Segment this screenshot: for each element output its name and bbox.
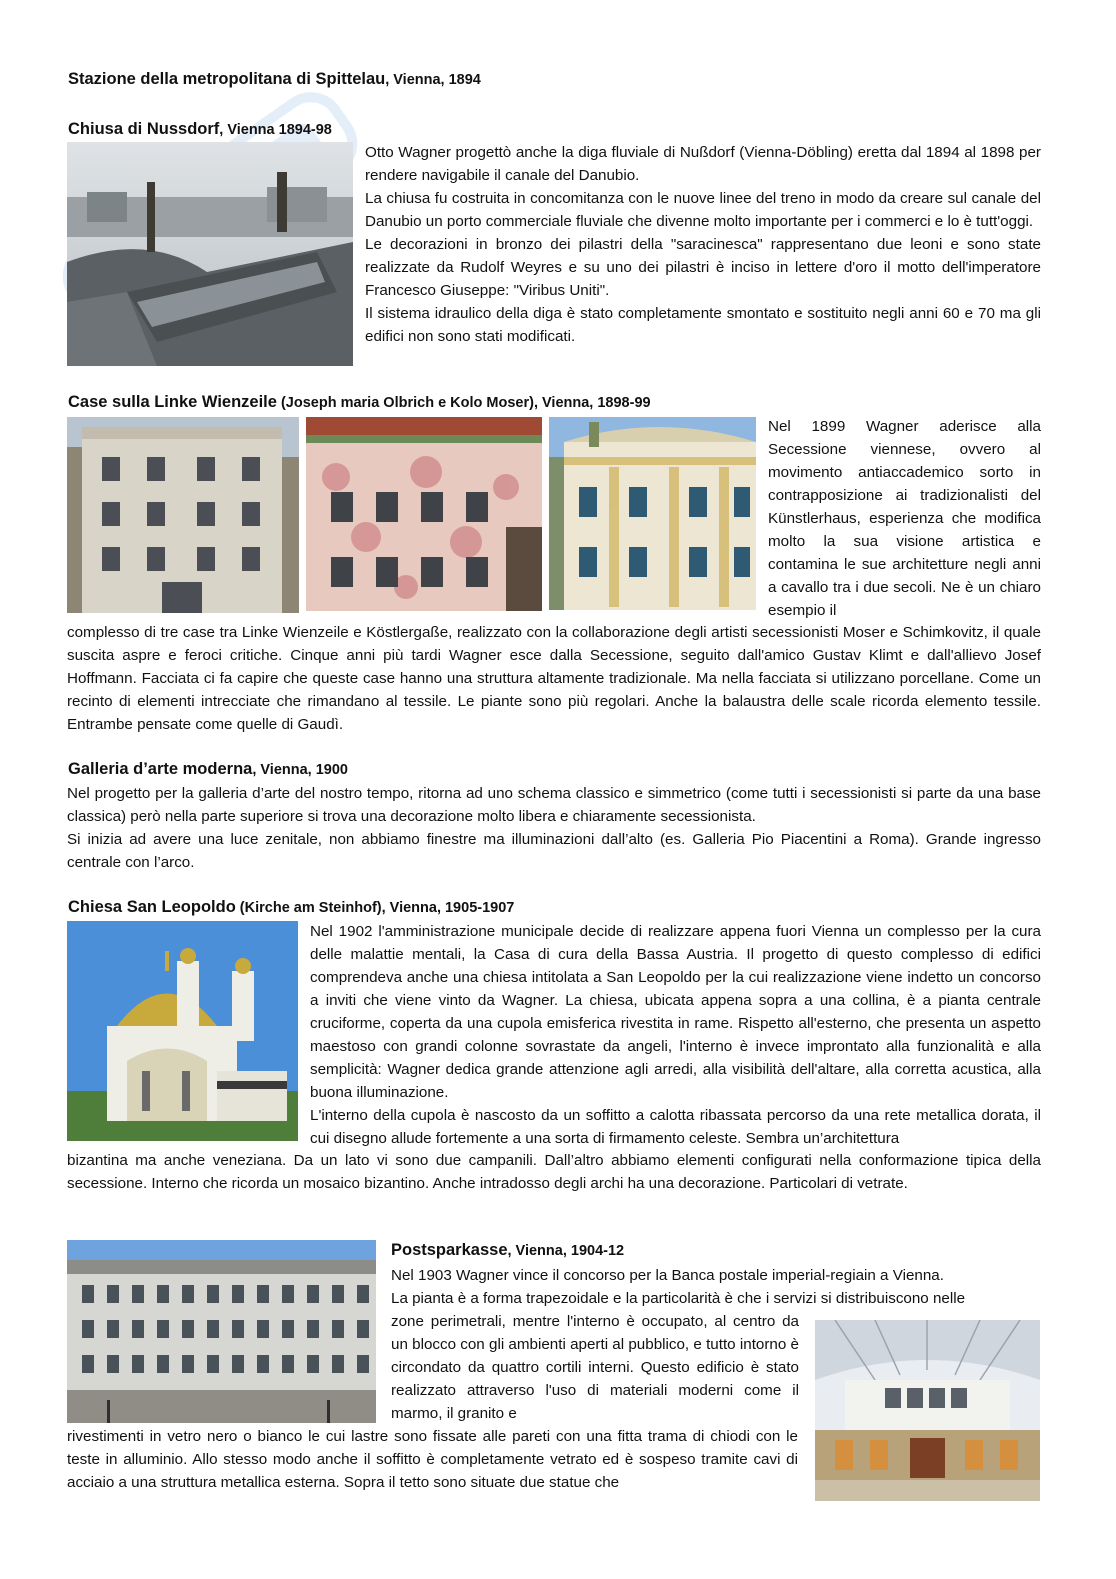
wienzeile-house-photo-3 <box>549 417 756 610</box>
leopoldo-full-text: bizantina ma anche veneziana. Da un lato vi sono due campanili. Dall’altro abbiamo elementi configurati nella conformazione tipica della secessione. Interno che ricorda un mosaico bizantino. Anche intradosso degli archi ha una decorazione. Particolari di vetrate. <box>67 1152 1041 1192</box>
wienzeile-side-text: Nel 1899 Wagner aderisce alla Secessione viennese, ovvero al movimento antiaccademico sorto in contrapposizione ai tradizionalisti del Künstlerhaus, esperienza che modifica molto la sua visione artistica e contamina le sue architetture negli anni a cavallo tra i due secoli. Ne è un chiaro esempio il <box>768 418 1041 619</box>
galleria-text: Nel progetto per la galleria d’arte del nostro tempo, ritorna ad uno schema classico e simmetrico (come tutti i secessionisti si parte da una base classica) però nella parte superiore si trova una decorazione molto libera e chiaramente secessionista. Si inizia ad avere una luce zenitale, non abbiamo finestre ma illuminazioni dall’alto (es. Galleria Pio Piacentini a Roma). Grande ingresso centrale con l’arco. <box>67 785 1041 871</box>
heading-galleria: Galleria d’arte moderna, Vienna, 1900 <box>68 760 348 778</box>
postsparkasse-facade-photo <box>67 1240 376 1423</box>
postsparkasse-hall-photo <box>815 1320 1040 1501</box>
heading-nussdorf: Chiusa di Nussdorf, Vienna 1894-98 <box>68 120 332 138</box>
wienzeile-full-text: complesso di tre case tra Linke Wienzeile e Köstlergaße, realizzato con la collaborazione degli artisti secessionisti Moser e Schimkovitz, il quale suscita aspre e feroci critiche. Cinque anni più tardi Wagner esce dalla Secessione, seguito dall'amico Gustav Klimt e dall'allievo Josef Hoffmann. Facciata ci fa capire che queste case hanno una struttura altamente tradizionale. Ma nella facciata si utilizzano porcellane. Come un recinto di elementi intrecciate che rimandano al tessile. Le piante sono più regolari. Anche la balaustra delle scale ricorda elemento tessile. Entrambe pensate come quelle di Gaudì. <box>67 624 1041 733</box>
heading-leopoldo: Chiesa San Leopoldo (Kirche am Steinhof), Vienna, 1905-1907 <box>68 898 515 916</box>
postsparkasse-text-top: Nel 1903 Wagner vince il concorso per la Banca postale imperial-regiain a Vienna. La pianta è a forma trapezoidale e la particolarità è che i servizi si distribuiscono nelle <box>391 1267 966 1307</box>
leopoldo-text: Nel 1902 l'amministrazione municipale decide di realizzare appena fuori Vienna un complesso per la cura delle malattie mentali, la Casa di cura della Bassa Austria. Il progetto di questo complesso di edifici comprendeva anche una chiesa intitolata a San Leopoldo per la cui realizzazione viene indetto un concorso a inviti che viene vinto da Wagner. La chiesa, ubicata appena sopra a una collina, è a pianta centrale cruciforme, coperta da una cupola emisferica rivestita in rame. Rispetto all'esterno, che presenta un aspetto maestoso con grandi colonne sovrastate da angeli, l'interno è invece improntato alla funzionalità e alla semplicità: Wagner dedica grande attenzione agli arredi, alla visibilità dell'altare, alla corretta acustica, alla buona illuminazione. L'interno della cupola è nascosto da un soffitto a calotta ribassata percorso da una rete metallica dorata, il cui disegno allude fortemente a una sorta di firmamento celeste. Sembra un’architettura <box>310 923 1041 1147</box>
nussdorf-text: Otto Wagner progettò anche la diga fluviale di Nußdorf (Vienna-Döbling) eretta dal 1894 al 1898 per rendere navigabile il canale del Danubio. La chiusa fu costruita in concomitanza con le nuove linee del treno in modo da creare sul canale del Danubio un porto commerciale fluviale che divenne molto importante per i commerci e lo è tutt'oggi. Le decorazioni in bronzo dei pilastri della "saracinesca" rappresentano due leoni e sono state realizzate da Rudolf Weyres e su uno dei pilastri è inciso in lettere d'oro il motto dell'imperatore Francesco Giuseppe: "Viribus Uniti". Il sistema idraulico della diga è stato completamente smontato e sostituito negli anni 60 e 70 ma gli edifici non sono stati modificati. <box>365 144 1041 345</box>
heading-spittelau: Stazione della metropolitana di Spittelau, Vienna, 1894 <box>68 70 481 88</box>
postsparkasse-text-narrow: zone perimetrali, mentre l'interno è occupato, al centro da un blocco con gli ambienti aperti al pubblico, e tutto intorno è circondato da quattro cortili interni. Questo edificio è stato realizzato attraverso l'uso di materiali moderni come il marmo, il granito e <box>391 1313 799 1422</box>
wienzeile-house-photo-2 <box>306 417 542 611</box>
heading-postsparkasse: Postsparkasse, Vienna, 1904-12 <box>391 1241 625 1259</box>
wienzeile-house-photo-1 <box>67 417 299 613</box>
nussdorf-lock-photo <box>67 142 353 366</box>
steinhof-church-photo <box>67 921 298 1141</box>
postsparkasse-text-bottom: rivestimenti in vetro nero o bianco le cui lastre sono fissate alle pareti con una fitta trama di chiodi con le teste in alluminio. Allo stesso modo anche il soffitto è completamente vetrato ed è sospeso tramite cavi di acciaio a una struttura metallica esterna. Sopra il tetto sono situate due statue che <box>67 1428 798 1491</box>
heading-wienzeile: Case sulla Linke Wienzeile (Joseph maria Olbrich e Kolo Moser), Vienna, 1898-99 <box>68 393 651 411</box>
